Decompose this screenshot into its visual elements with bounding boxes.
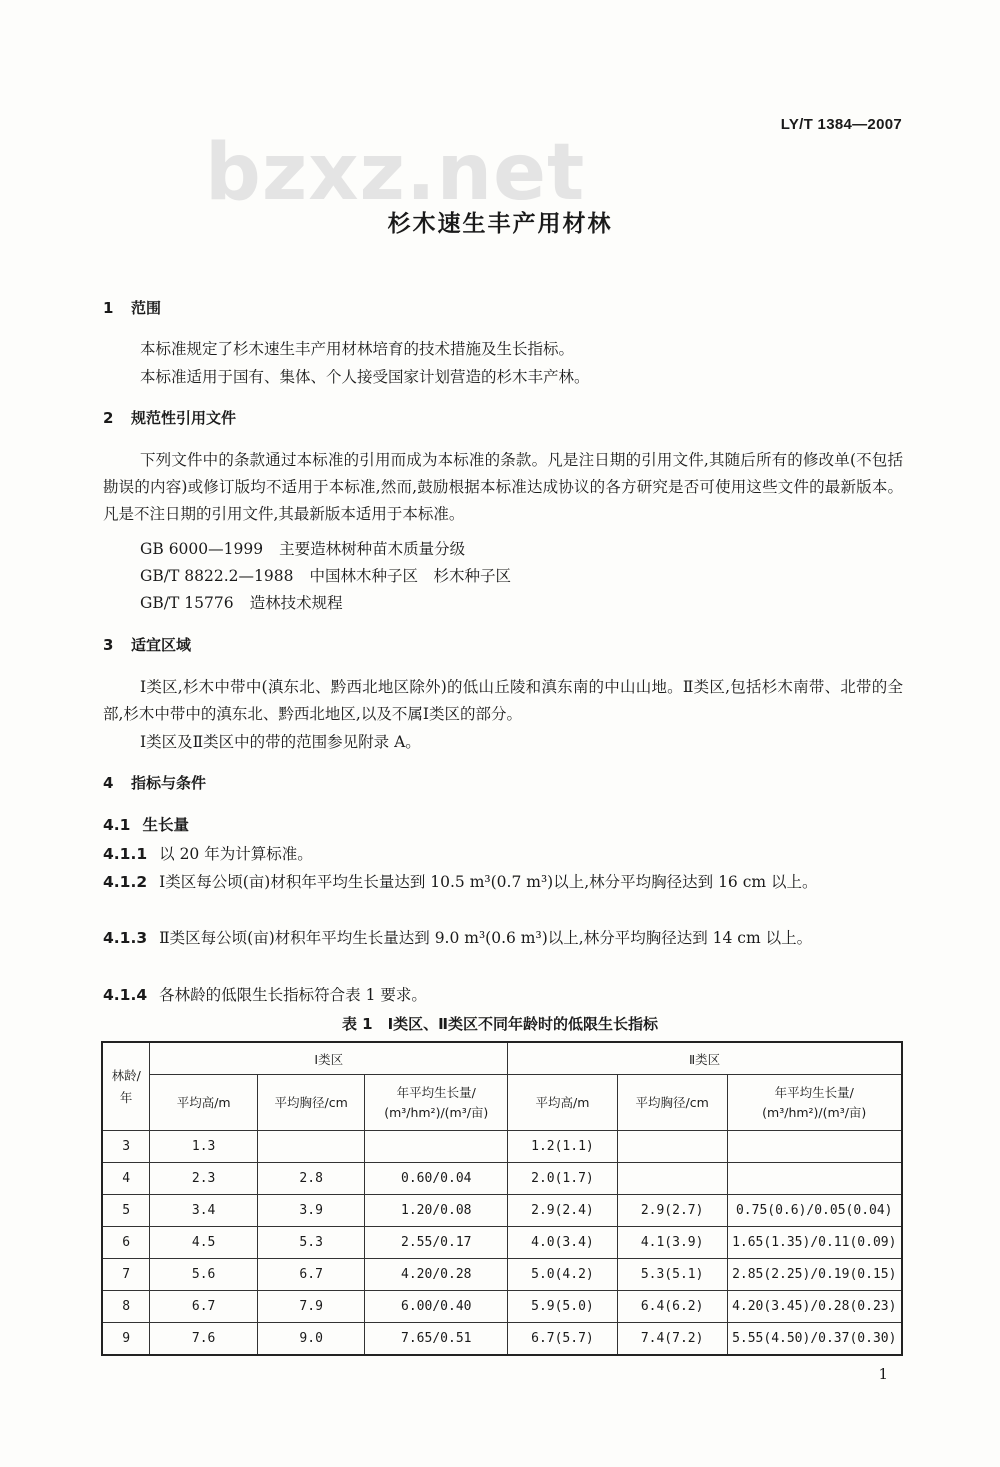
table-cell: 4.20/0.28 — [365, 1259, 508, 1291]
page-number: 1 — [878, 1365, 888, 1383]
table-cell: 6.7 — [150, 1291, 258, 1323]
table-cell: 5 — [102, 1195, 150, 1227]
table-cell: 4.20(3.45)/0.28(0.23) — [727, 1291, 902, 1323]
table-cell: 4.0(3.4) — [508, 1227, 618, 1259]
table-cell: 5.3(5.1) — [617, 1259, 727, 1291]
subsection-4-1: 4.1 生长量 — [103, 816, 189, 834]
table-cell: 3.9 — [257, 1195, 365, 1227]
table-cell: 1.2(1.1) — [508, 1131, 618, 1163]
growth-index-table — [101, 1041, 903, 1356]
table-cell: 2.0(1.7) — [508, 1163, 618, 1195]
table-cell: 2.3 — [150, 1163, 258, 1195]
table-cell: 4 — [102, 1163, 150, 1195]
table-cell: 5.55(4.50)/0.37(0.30) — [727, 1323, 902, 1356]
header-zone-2: Ⅱ类区 — [508, 1042, 902, 1075]
section-1-para-2: 本标准适用于国有、集体、个人接受国家计划营造的杉木丰产林。 — [140, 368, 590, 386]
header-growth: 年平均生长量/ (m³/hm²)/(m³/亩) — [727, 1075, 902, 1131]
table-cell — [257, 1131, 365, 1163]
subsection-4-1-1: 4.1.1 以 20 年为计算标准。 — [103, 845, 313, 863]
header-height: 平均高/m — [150, 1075, 258, 1131]
table-cell — [727, 1131, 902, 1163]
table-cell: 9.0 — [257, 1323, 365, 1356]
table-cell: 7.65/0.51 — [365, 1323, 508, 1356]
table-cell: 2.85(2.25)/0.19(0.15) — [727, 1259, 902, 1291]
table-cell: 6.00/0.40 — [365, 1291, 508, 1323]
header-growth: 年平均生长量/ (m³/hm²)/(m³/亩) — [365, 1075, 508, 1131]
table-cell: 4.1(3.9) — [617, 1227, 727, 1259]
reference-item: GB/T 15776 造林技术规程 — [140, 594, 343, 612]
table-cell — [365, 1131, 508, 1163]
table-cell: 0.60/0.04 — [365, 1163, 508, 1195]
table-row — [102, 1163, 902, 1195]
table-cell: 5.6 — [150, 1259, 258, 1291]
subsection-4-1-4: 4.1.4 各林龄的低限生长指标符合表 1 要求。 — [103, 986, 427, 1004]
header-dbh: 平均胸径/cm — [617, 1075, 727, 1131]
watermark: bzxz.net — [205, 128, 586, 218]
table-cell: 1.65(1.35)/0.11(0.09) — [727, 1227, 902, 1259]
table-cell: 1.20/0.08 — [365, 1195, 508, 1227]
subsection-4-1-2: 4.1.2 Ⅰ类区每公顷(亩)材积年平均生长量达到 10.5 m³(0.7 m³)以上,林分平均胸径达到 16 cm 以上。 — [103, 873, 818, 891]
table-cell: 2.9(2.4) — [508, 1195, 618, 1227]
table-row — [102, 1259, 902, 1291]
table-cell: 1.3 — [150, 1131, 258, 1163]
table-cell: 2.9(2.7) — [617, 1195, 727, 1227]
table-cell: 8 — [102, 1291, 150, 1323]
table-cell — [727, 1163, 902, 1195]
table-cell: 6 — [102, 1227, 150, 1259]
table-caption: 表 1 Ⅰ类区、Ⅱ类区不同年龄时的低限生长指标 — [341, 1015, 659, 1033]
table-cell: 3.4 — [150, 1195, 258, 1227]
table-row — [102, 1227, 902, 1259]
table-cell: 7 — [102, 1259, 150, 1291]
section-1-para-1: 本标准规定了杉木速生丰产用材林培育的技术措施及生长指标。 — [140, 340, 575, 358]
header-zone-1: Ⅰ类区 — [150, 1042, 508, 1075]
reference-item: GB 6000—1999 主要造林树种苗木质量分级 — [140, 540, 466, 558]
table-cell: 5.0(4.2) — [508, 1259, 618, 1291]
table-cell: 6.7(5.7) — [508, 1323, 618, 1356]
reference-item: GB/T 8822.2—1988 中国林木种子区 杉木种子区 — [140, 567, 511, 585]
table-cell: 7.6 — [150, 1323, 258, 1356]
table-cell: 5.3 — [257, 1227, 365, 1259]
section-1-heading: 1 范围 — [103, 299, 162, 317]
section-3-heading: 3 适宜区域 — [103, 636, 192, 654]
section-4-heading: 4 指标与条件 — [103, 774, 207, 792]
table-cell: 7.9 — [257, 1291, 365, 1323]
header-age: 林龄/年 — [102, 1042, 150, 1131]
table-cell: 6.7 — [257, 1259, 365, 1291]
table-row — [102, 1291, 902, 1323]
table-row — [102, 1195, 902, 1227]
table-cell: 3 — [102, 1131, 150, 1163]
section-3-para-2: Ⅰ类区及Ⅱ类区中的带的范围参见附录 A。 — [140, 733, 421, 751]
document-title: 杉木速生丰产用材林 — [387, 211, 613, 237]
table-cell: 0.75(0.6)/0.05(0.04) — [727, 1195, 902, 1227]
table-row — [102, 1131, 902, 1163]
table-cell — [617, 1163, 727, 1195]
section-2-para-1: 下列文件中的条款通过本标准的引用而成为本标准的条款。凡是注日期的引用文件,其随后所有的修改单(不包括勘误的内容)或修订版均不适用于本标准,然而,鼓励根据本标准达成协议的各方研究是否可使用这些文件的最新版本。凡是不注日期的引用文件,其最新版本适用于本标准。 — [103, 451, 903, 523]
table-row — [102, 1323, 902, 1356]
table-cell: 6.4(6.2) — [617, 1291, 727, 1323]
table-cell: 4.5 — [150, 1227, 258, 1259]
table-cell: 2.55/0.17 — [365, 1227, 508, 1259]
standard-code: LY/T 1384—2007 — [780, 116, 902, 133]
table-cell: 5.9(5.0) — [508, 1291, 618, 1323]
table-cell — [617, 1131, 727, 1163]
section-3-para-1: Ⅰ类区,杉木中带中(滇东北、黔西北地区除外)的低山丘陵和滇东南的中山山地。Ⅱ类区,包括杉木南带、北带的全部,杉木中带中的滇东北、黔西北地区,以及不属Ⅰ类区的部分。 — [103, 678, 903, 723]
header-height: 平均高/m — [508, 1075, 618, 1131]
table-cell: 2.8 — [257, 1163, 365, 1195]
section-2-heading: 2 规范性引用文件 — [103, 409, 237, 427]
subsection-4-1-3: 4.1.3 Ⅱ类区每公顷(亩)材积年平均生长量达到 9.0 m³(0.6 m³)以上,林分平均胸径达到 14 cm 以上。 — [103, 929, 813, 947]
header-dbh: 平均胸径/cm — [257, 1075, 365, 1131]
table-cell: 7.4(7.2) — [617, 1323, 727, 1356]
table-cell: 9 — [102, 1323, 150, 1356]
